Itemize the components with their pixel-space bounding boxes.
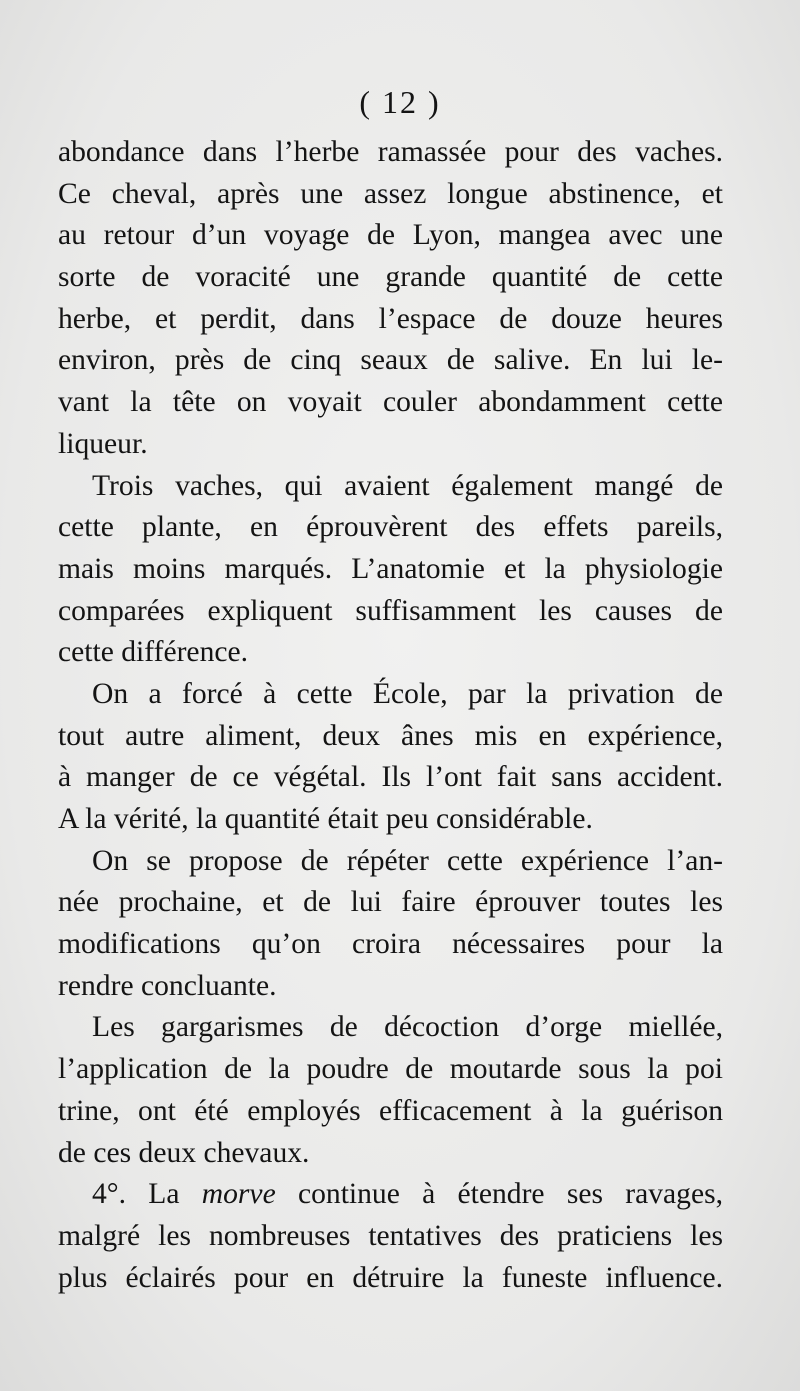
- text-line: On a forcé à cette École, par la privation de: [92, 677, 723, 710]
- text-line: de ces deux chevaux.: [58, 1136, 310, 1169]
- page-number: ( 12 ): [359, 84, 441, 120]
- text-line: plus éclairés pour en détruire la funeste influence.: [58, 1261, 723, 1294]
- text-fragment: continue à étendre ses ravages,: [275, 1178, 724, 1211]
- text-line: sorte de voracité une grande quantité de cette: [58, 261, 723, 294]
- text-line: mais moins marqués. L’anatomie et la physiologie: [58, 552, 723, 585]
- italic-term: morve: [201, 1178, 276, 1211]
- text-line: herbe, et perdit, dans l’espace de douze heures: [58, 302, 723, 335]
- text-line: modifications qu’on croira nécessaires pour la: [58, 928, 723, 961]
- text-line: comparées expliquent suffisamment les causes de: [58, 594, 723, 627]
- text-line: trine, ont été employés efficacement à la guérison: [58, 1094, 723, 1127]
- text-line: liqueur.: [58, 427, 148, 460]
- text-line: l’application de la poudre de moutarde sous la poi: [58, 1053, 723, 1086]
- section-number: 4°. La: [92, 1178, 202, 1211]
- text-line: vant la tête on voyait couler abondamment cette: [58, 386, 723, 419]
- text-line: née prochaine, et de lui faire éprouver toutes les: [58, 886, 723, 919]
- text-line: abondance dans l’herbe ramassée pour des vaches.: [58, 136, 723, 168]
- text-line: cette plante, en éprouvèrent des effets pareils,: [58, 511, 723, 544]
- text-line: environ, près de cinq seaux de salive. En lui le-: [58, 344, 723, 377]
- text-line: Ce cheval, après une assez longue abstinence, et: [58, 177, 723, 210]
- body-text: [58, 132, 723, 1299]
- text-line: cette différence.: [58, 636, 249, 669]
- text-line: à manger de ce végétal. Ils l’ont fait sans accident.: [58, 761, 723, 794]
- text-line: On se propose de répéter cette expérience l’an-: [92, 844, 723, 877]
- text-line: Trois vaches, qui avaient également mangé de: [92, 469, 723, 502]
- text-line: A la vérité, la quantité était peu considérable.: [58, 803, 593, 835]
- text-line: Les gargarismes de décoction d’orge miellée,: [92, 1011, 723, 1044]
- text-line: [58, 1174, 723, 1216]
- text-line: au retour d’un voyage de Lyon, mangea avec une: [58, 219, 723, 252]
- text-line: tout autre aliment, deux ânes mis en expérience,: [58, 719, 723, 752]
- text-line: rendre concluante.: [58, 969, 277, 1002]
- text-line: malgré les nombreuses tentatives des praticiens les: [58, 1219, 723, 1252]
